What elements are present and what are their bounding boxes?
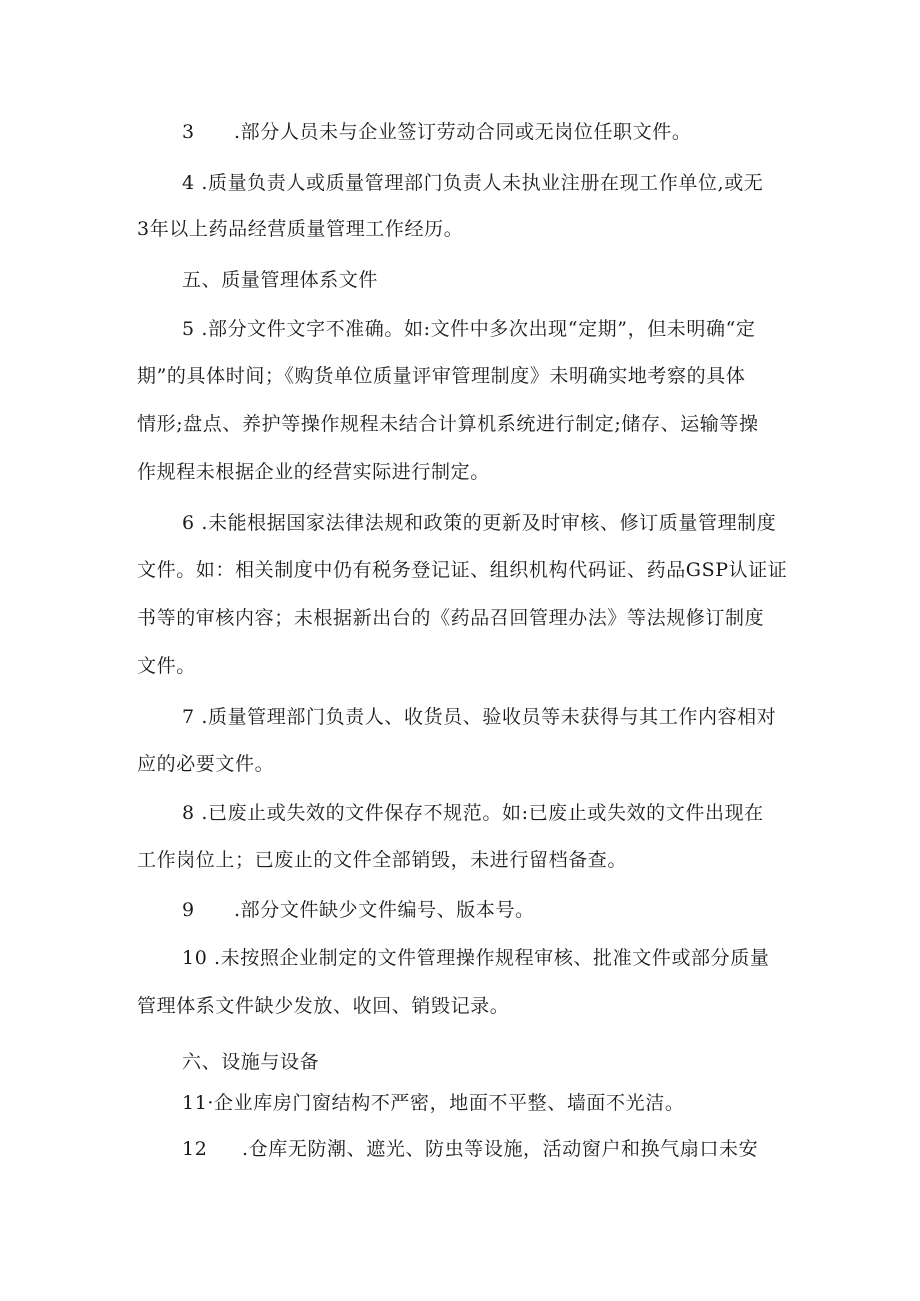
- item-11: 11·企业库房门窗结构不严密，地面不平整、墙面不光洁。: [182, 1092, 685, 1114]
- item-3: [182, 120, 691, 144]
- item-4-line-2: 3年以上药品经营质量管理工作经历。: [137, 218, 464, 240]
- item-12-text: .仓库无防潮、遮光、防虫等设施，活动窗户和换气扇口未安: [242, 1138, 759, 1160]
- item-6-line-3: 书等的审核内容；未根据新出台的《药品召回管理办法》等法规修订制度: [137, 607, 765, 629]
- item-10-line-1: 10 .未按照企业制定的文件管理操作规程审核、批准文件或部分质量: [182, 947, 770, 969]
- item-4-line-1: 4 .质量负责人或质量管理部门负责人未执业注册在现工作单位,或无: [182, 172, 764, 194]
- item-9: [182, 898, 535, 922]
- item-9-text: .部分文件缺少文件编号、版本号。: [234, 899, 535, 921]
- item-6-line-1: 6 .未能根据国家法律法规和政策的更新及时审核、修订质量管理制度: [182, 512, 777, 534]
- item-3-text: .部分人员未与企业签订劳动合同或无岗位任职文件。: [234, 121, 692, 143]
- item-7-line-2: 应的必要文件。: [137, 753, 275, 775]
- item-12: [182, 1137, 758, 1161]
- item-10-line-2: 管理体系文件缺少发放、收回、销毁记录。: [137, 995, 510, 1017]
- item-5-line-3: 情形;盘点、养护等操作规程未结合计算机系统进行制定;储存、运输等操: [137, 413, 759, 435]
- item-8-line-1: 8 .已废止或失效的文件保存不规范。如:已废止或失效的文件出现在: [182, 802, 764, 824]
- section-heading-5: 五、质量管理体系文件: [182, 269, 379, 291]
- section-heading-6: 六、设施与设备: [182, 1051, 320, 1073]
- item-9-number: 9: [182, 899, 195, 921]
- item-5-line-2: 期”的具体时间；《购货单位质量评审管理制度》未明确实地考察的具体: [137, 365, 746, 387]
- item-7-line-1: 7 .质量管理部门负责人、收货员、验收员等未获得与其工作内容相对: [182, 706, 777, 728]
- item-6-line-2: 文件。如：相关制度中仍有税务登记证、组织机构代码证、药品GSP认证证: [137, 559, 788, 581]
- item-8-line-2: 工作岗位上；已废止的文件全部销毁，未进行留档备查。: [137, 849, 628, 871]
- item-3-number: 3: [182, 121, 195, 143]
- item-5-line-1: 5 .部分文件文字不准确。如:文件中多次出现“定期”，但未明确“定: [182, 318, 756, 340]
- item-12-number: 12: [182, 1138, 208, 1160]
- item-6-line-4: 文件。: [137, 655, 196, 677]
- item-5-line-4: 作规程未根据企业的经营实际进行制定。: [137, 461, 490, 483]
